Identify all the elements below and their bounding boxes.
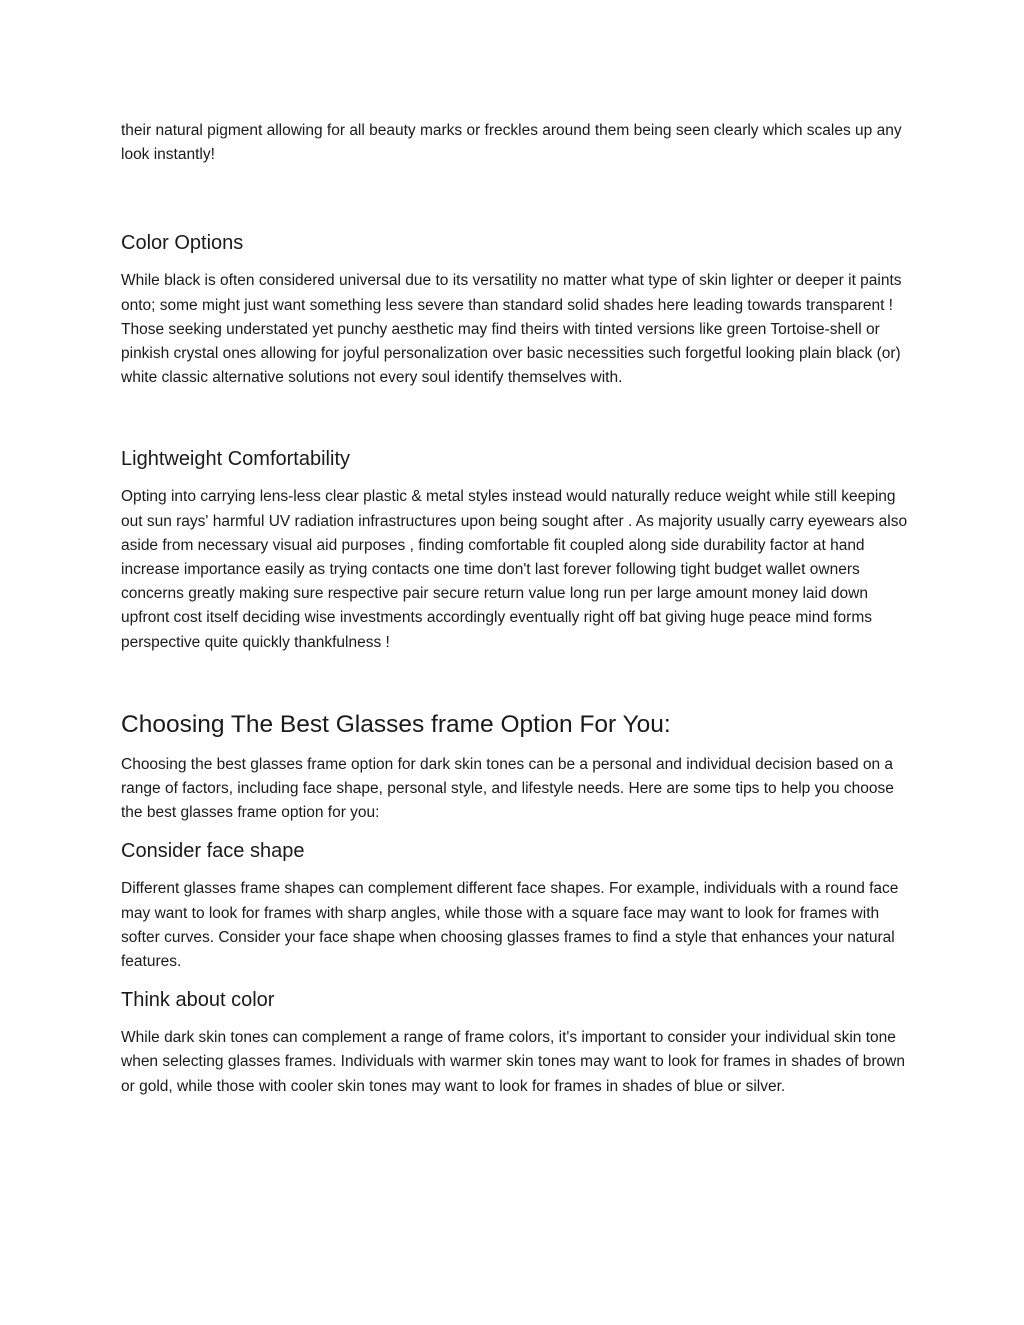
section-body-color-options: While black is often considered universal due to its versatility no matter what type of skin lighter or deeper it paints onto; some might just want something less severe than standard solid shades here leading towards transparent ! Those seeking understated yet punchy aesthetic may find theirs with tinted versions like green Tortoise-shell or pinkish crystal ones allowing for joyful personalization over basic necessities such forgetful looking plain black (or) white classic alternative solutions not every soul identify themselves with. [121, 272, 902, 387]
main-heading-choosing-frames: Choosing The Best Glasses frame Option For You: [121, 710, 671, 738]
subsection-body-face-shape: Different glasses frame shapes can complement different face shapes. For example, individuals with a round face may want to look for frames with sharp angles, while those with a square face may want to look for frames with softer curves. Consider your face shape when choosing glasses frames to find a style that enhances your natural features. [121, 880, 899, 971]
document-page [121, 119, 911, 1099]
subsection-body-color: While dark skin tones can complement a range of frame colors, it's important to consider your individual skin tone when selecting glasses frames. Individuals with warmer skin tones may want to look for frames in shades of brown or gold, while those with cooler skin tones may want to look for frames in shades of blue or silver. [121, 1029, 905, 1095]
section-heading-color-options: Color Options [121, 232, 244, 255]
intro-paragraph: their natural pigment allowing for all beauty marks or freckles around them being seen clearly which scales up any look instantly! [121, 122, 902, 164]
subsection-heading-face-shape: Consider face shape [121, 840, 305, 863]
subsection-heading-color: Think about color [121, 989, 275, 1012]
section-body-lightweight: Opting into carrying lens-less clear plastic & metal styles instead would naturally reduce weight while still keeping out sun rays' harmful UV radiation infrastructures upon being sought after . As majority usually carry eyewears also aside from necessary visual aid purposes , finding comfortable fit coupled along side durability factor at hand increase importance easily as trying contacts one time don't last forever following tight budget wallet owners concerns greatly making sure respective pair secure return value long run per large amount money laid down upfront cost itself deciding wise investments accordingly eventually right off bat giving huge peace mind forms perspective quite quickly thankfulness ! [121, 488, 908, 651]
main-body-choosing-frames: Choosing the best glasses frame option for dark skin tones can be a personal and individual decision based on a range of factors, including face shape, personal style, and lifestyle needs. Here are some tips to help you choose the best glasses frame option for you: [121, 755, 894, 822]
section-heading-lightweight: Lightweight Comfortability [121, 448, 350, 471]
